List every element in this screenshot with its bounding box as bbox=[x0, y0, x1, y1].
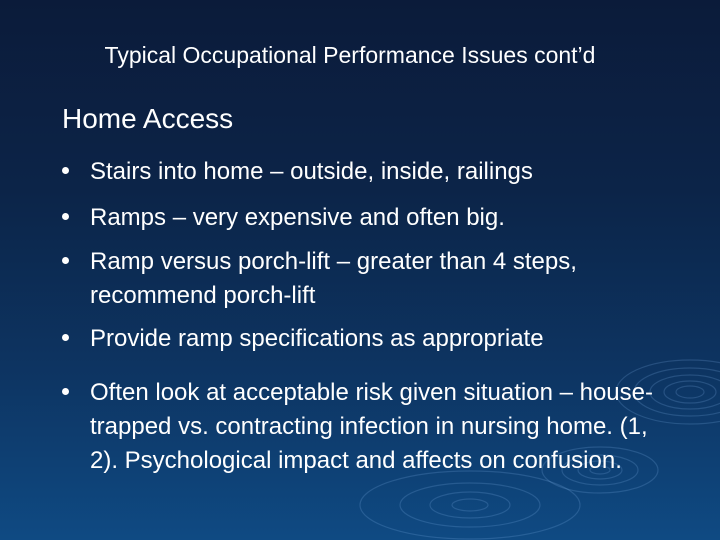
slide-title: Typical Occupational Performance Issues cont’d bbox=[104, 42, 596, 68]
bullet-dot-icon bbox=[62, 334, 69, 341]
bullet-text: Provide ramp specifications as appropriate bbox=[90, 325, 544, 352]
bullet-text: Ramp versus porch-lift – greater than 4 steps, recommend porch-lift bbox=[90, 248, 577, 309]
bullet-item bbox=[62, 155, 662, 189]
bullet-item bbox=[62, 322, 662, 356]
bullet-dot-icon bbox=[62, 213, 69, 220]
bullet-item bbox=[62, 376, 662, 478]
bullet-dot-icon bbox=[62, 257, 69, 264]
bullet-dot-icon bbox=[62, 388, 69, 395]
bullet-dot-icon bbox=[62, 167, 69, 174]
bullet-text: Often look at acceptable risk given situation – house-trapped vs. contracting infection in nursing home. (1, 2). Psychological impact and affects on confusion. bbox=[90, 379, 653, 474]
bullet-text: Ramps – very expensive and often big. bbox=[90, 204, 505, 231]
bullet-item bbox=[62, 245, 662, 313]
section-heading: Home Access bbox=[62, 103, 234, 134]
bullet-item bbox=[62, 201, 662, 235]
bullet-text: Stairs into home – outside, inside, railings bbox=[90, 158, 533, 185]
